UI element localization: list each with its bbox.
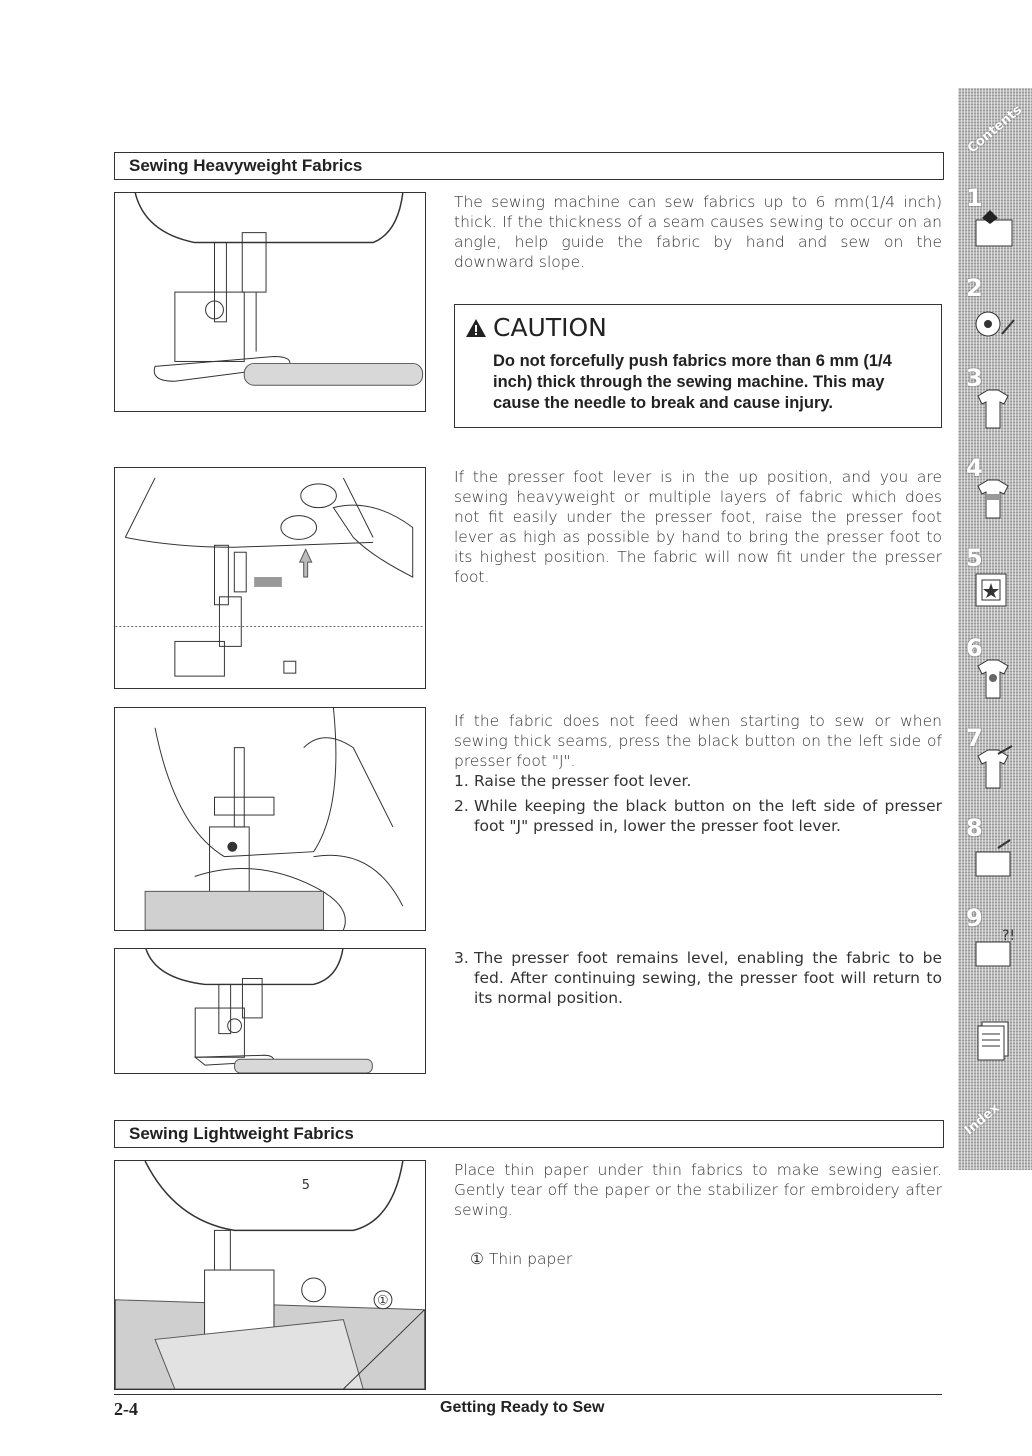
tab-chapter-1[interactable] (958, 178, 1032, 270)
figure-presser-foot-sloped (114, 192, 426, 412)
thin-paper-illustration (115, 1161, 425, 1389)
tab-contents[interactable] (958, 88, 1032, 180)
tab-chapter-3[interactable] (958, 358, 1032, 450)
presser-foot-illustration (115, 193, 425, 411)
figure-raise-lever (114, 467, 426, 689)
tab-label: Index (961, 1100, 1003, 1139)
tab-number: 2 (966, 274, 983, 302)
abc-shirt-icon (968, 474, 1018, 524)
tab-chapter-2[interactable] (958, 268, 1032, 360)
caution-text: Do not forcefully push fabrics more than 6 mm (1/4 inch) thick through the sewing machine. This may cause the needle to break and cause injury. (493, 352, 892, 412)
caution-box (454, 304, 942, 428)
machine-icon (968, 204, 1018, 254)
tab-index[interactable] (958, 1078, 1032, 1170)
figure-black-button (114, 707, 426, 931)
step-2 (454, 796, 942, 836)
embroidery-frame-icon (968, 564, 1018, 614)
lever-instructions: If the presser foot lever is in the up position, and you are sewing heavyweight or multiple layers of fabric which does not fit easily under the presser foot, raise the presser foot lever as high as possible by hand to bring the presser foot to its highest position. The fabric will now fit under the presser foot. (454, 468, 942, 586)
step-number: 2. (454, 797, 469, 815)
heavyweight-intro: The sewing machine can sew fabrics up to 6 mm(1/4 inch) thick. If the thickness of a seam causes sewing to occur on an angle, help guide the fabric by hand and sew on the downward slope. (454, 193, 942, 271)
tab-number: 7 (966, 724, 983, 752)
caution-heading (465, 313, 607, 342)
tab-number: 6 (966, 634, 983, 662)
tab-documents[interactable] (958, 988, 1032, 1080)
edit-shirt-icon (968, 744, 1018, 794)
step-1 (454, 771, 942, 791)
step-text: While keeping the black button on the left side of presser foot "J" pressed in, lower the presser foot lever. (474, 797, 942, 835)
step-number: 1. (454, 772, 469, 790)
tab-number: 4 (966, 454, 983, 482)
tab-chapter-4[interactable] (958, 448, 1032, 540)
tab-number: 5 (966, 544, 983, 572)
figure-callout: ① (377, 1293, 389, 1309)
step-number: 3. (454, 949, 469, 967)
tab-chapter-7[interactable] (958, 718, 1032, 810)
step-3 (454, 948, 942, 1008)
tab-chapter-6[interactable] (958, 628, 1032, 720)
thread-icon (968, 294, 1018, 344)
level-foot-illustration (115, 949, 425, 1073)
legend-thin-paper: ① Thin paper (470, 1250, 573, 1268)
section-title: Sewing Heavyweight Fabrics (129, 156, 363, 175)
section-title: Sewing Lightweight Fabrics (129, 1124, 354, 1143)
section-header-heavyweight (114, 152, 944, 180)
step-text: The presser foot remains level, enabling the fabric to be fed. After continuing sewing, the presser foot will return to its normal position. (474, 949, 942, 1007)
figure-number: 5 (301, 1177, 310, 1193)
shirt-icon (968, 384, 1018, 434)
black-button-illustration (115, 708, 425, 930)
design-shirt-icon (968, 654, 1018, 704)
caution-title: CAUTION (493, 313, 607, 342)
tab-label: Contents (964, 102, 1026, 157)
maintenance-icon (968, 834, 1018, 884)
page-number: 2-4 (114, 1399, 138, 1419)
raise-lever-illustration (115, 468, 425, 688)
warning-icon (465, 318, 487, 338)
figure-presser-foot-level (114, 948, 426, 1074)
tab-chapter-5[interactable] (958, 538, 1032, 630)
step-text: Raise the presser foot lever. (474, 772, 692, 790)
lightweight-instructions: Place thin paper under thin fabrics to make sewing easier. Gently tear off the paper or the stabilizer for embroidery after sewing. (454, 1161, 942, 1219)
footer-divider (114, 1394, 942, 1395)
svg-text:?!: ?! (1002, 928, 1016, 944)
chapter-title: Getting Ready to Sew (440, 1399, 605, 1416)
tab-number: 3 (966, 364, 983, 392)
troubleshoot-icon (968, 924, 1018, 974)
figure-thin-paper (114, 1160, 426, 1390)
button-instructions: If the fabric does not feed when starting to sew or when sewing thick seams, press the black button on the left side of presser foot "J". (454, 712, 942, 770)
tab-chapter-8[interactable] (958, 808, 1032, 900)
tab-number: 1 (966, 184, 983, 212)
tab-chapter-9[interactable] (958, 898, 1032, 990)
tab-number: 8 (966, 814, 983, 842)
documents-icon (968, 1014, 1018, 1064)
tab-number: 9 (966, 904, 983, 932)
section-header-lightweight (114, 1120, 944, 1148)
